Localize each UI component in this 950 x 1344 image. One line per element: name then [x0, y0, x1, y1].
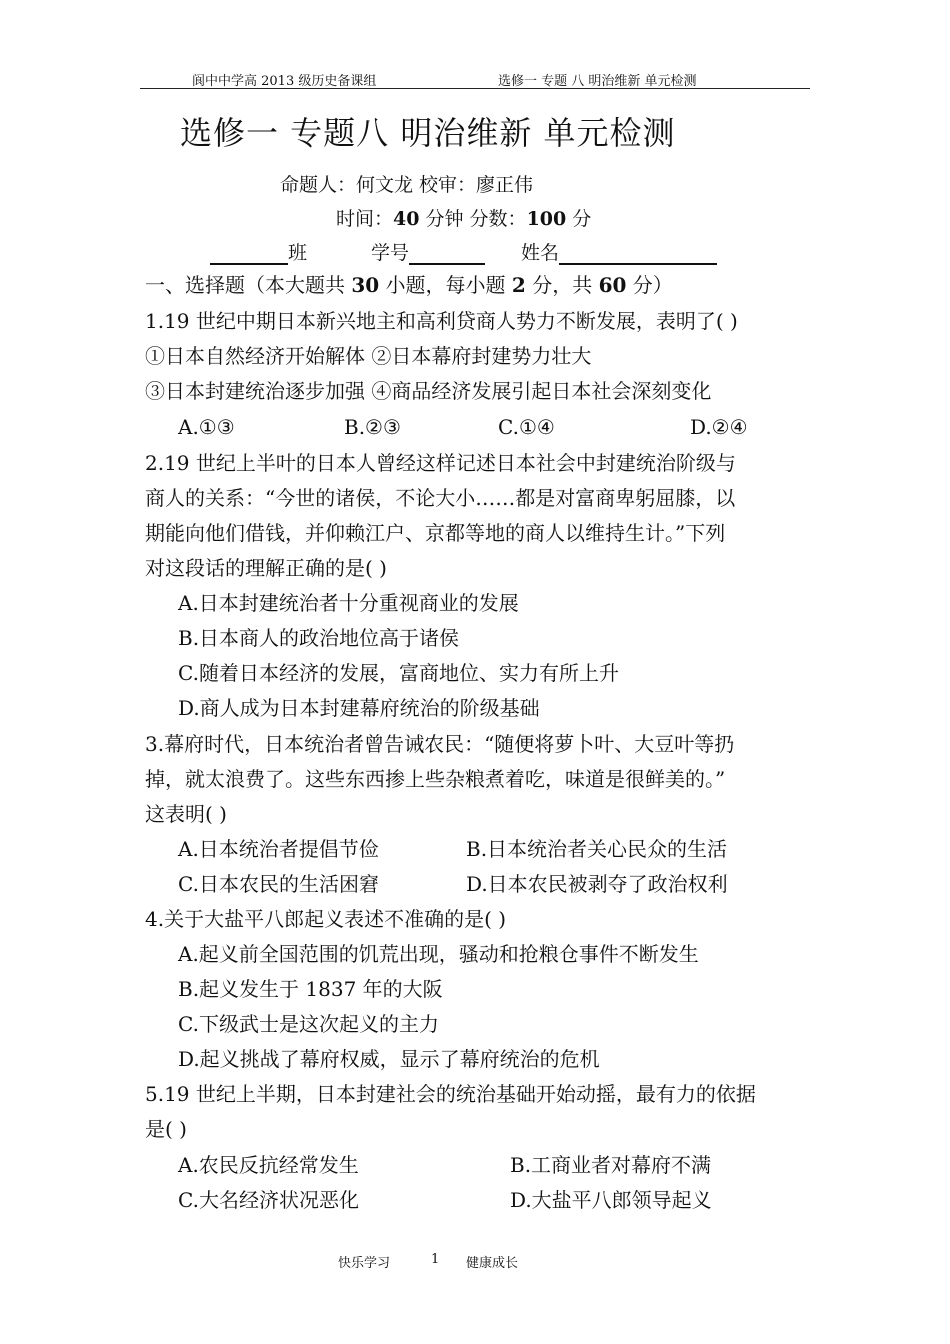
q2-option-b[interactable]: B.日本商人的政治地位高于诸侯 [178, 626, 460, 650]
q1-option-c[interactable]: C.①④ [498, 415, 555, 439]
name-blank[interactable] [559, 243, 717, 265]
q3-option-a[interactable]: A.日本统治者提倡节俭 [178, 837, 379, 861]
section-each: 2 [511, 273, 526, 297]
q4-option-c[interactable]: C.下级武士是这次起义的主力 [178, 1012, 439, 1036]
q1-stem: 1.19 世纪中期日本新兴地主和高利贷商人势力不断发展，表明了( ) [145, 309, 738, 333]
q2-option-a[interactable]: A.日本封建统治者十分重视商业的发展 [178, 591, 519, 615]
q3-option-c[interactable]: C.日本农民的生活困窘 [178, 872, 379, 896]
q1-statement-2: ③日本封建统治逐步加强 ④商品经济发展引起日本社会深刻变化 [145, 379, 712, 403]
footer-left: 快乐学习 [338, 1256, 391, 1271]
q2-option-d[interactable]: D.商人成为日本封建幕府统治的阶级基础 [178, 696, 540, 720]
student-info-line [210, 238, 717, 265]
class-label: 班 [288, 242, 308, 264]
q3-option-b[interactable]: B.日本统治者关心民众的生活 [466, 837, 728, 861]
q2-stem-line1: 2.19 世纪上半叶的日本人曾经这样记述日本社会中封建统治阶级与 [145, 451, 736, 475]
section-count: 30 [351, 273, 380, 297]
section-total: 60 [598, 273, 627, 297]
authors-line: 命题人：何文龙 校审：廖正伟 [280, 174, 534, 196]
section-suffix: 分） [626, 273, 673, 297]
name-label: 姓名 [521, 242, 560, 264]
score-unit: 分 [566, 208, 592, 230]
q3-option-d[interactable]: D.日本农民被剥夺了政治权利 [466, 872, 728, 896]
time-label: 时间： [336, 208, 394, 230]
q2-stem-line4: 对这段话的理解正确的是( ) [145, 556, 387, 580]
q4-stem: 4.关于大盐平八郎起义表述不准确的是( ) [145, 907, 507, 931]
q4-option-d[interactable]: D.起义挑战了幕府权威，显示了幕府统治的危机 [178, 1047, 600, 1071]
header-left: 阆中中学高 2013 级历史备课组 [192, 74, 377, 89]
q3-stem-line3: 这表明( ) [145, 802, 227, 826]
q5-option-b[interactable]: B.工商业者对幕府不满 [510, 1153, 712, 1177]
footer-right: 健康成长 [466, 1256, 519, 1271]
q4-option-a[interactable]: A.起义前全国范围的饥荒出现，骚动和抢粮仓事件不断发生 [178, 942, 699, 966]
q4-option-b[interactable]: B.起义发生于 1837 年的大阪 [178, 977, 443, 1001]
q1-option-a[interactable]: A.①③ [178, 415, 235, 439]
class-blank[interactable] [210, 243, 288, 265]
q2-option-c[interactable]: C.随着日本经济的发展，富商地位、实力有所上升 [178, 661, 619, 685]
q5-option-d[interactable]: D.大盐平八郎领导起义 [510, 1188, 712, 1212]
q3-stem-line1: 3.幕府时代，日本统治者曾告诫农民：“随便将萝卜叶、大豆叶等扔 [145, 732, 735, 756]
header-right: 选修一 专题 八 明治维新 单元检测 [498, 74, 697, 89]
q2-stem-line3: 期能向他们借钱，并仰赖江户、京都等地的商人以维持生计。”下列 [145, 521, 726, 545]
q5-stem-line2: 是( ) [145, 1117, 187, 1141]
section-heading [145, 268, 673, 302]
time-unit: 分钟 分数： [419, 208, 527, 230]
page-number: 1 [431, 1252, 440, 1267]
q5-option-a[interactable]: A.农民反抗经常发生 [178, 1153, 359, 1177]
time-value: 40 [393, 208, 420, 230]
section-mid2: 分，共 [525, 273, 599, 297]
q5-option-c[interactable]: C.大名经济状况恶化 [178, 1188, 359, 1212]
student-id-blank[interactable] [409, 243, 485, 265]
q1-option-d[interactable]: D.②④ [690, 415, 748, 439]
header-divider [140, 88, 810, 89]
q5-stem-line1: 5.19 世纪上半期，日本封建社会的统治基础开始动摇，最有力的依据 [145, 1082, 756, 1106]
section-prefix: 一、选择题（本大题共 [145, 273, 352, 297]
student-id-label: 学号 [371, 242, 410, 264]
score-value: 100 [526, 208, 567, 230]
q1-statement-1: ①日本自然经济开始解体 ②日本幕府封建势力壮大 [145, 344, 592, 368]
q1-option-b[interactable]: B.②③ [344, 415, 401, 439]
page-title: 选修一 专题八 明治维新 单元检测 [180, 114, 676, 152]
time-score-line [336, 204, 591, 231]
section-mid1: 小题，每小题 [379, 273, 512, 297]
q2-stem-line2: 商人的关系：“今世的诸侯，不论大小……都是对富商卑躬屈膝，以 [145, 486, 736, 510]
q3-stem-line2: 掉，就太浪费了。这些东西掺上些杂粮煮着吃，味道是很鲜美的。” [145, 767, 726, 791]
